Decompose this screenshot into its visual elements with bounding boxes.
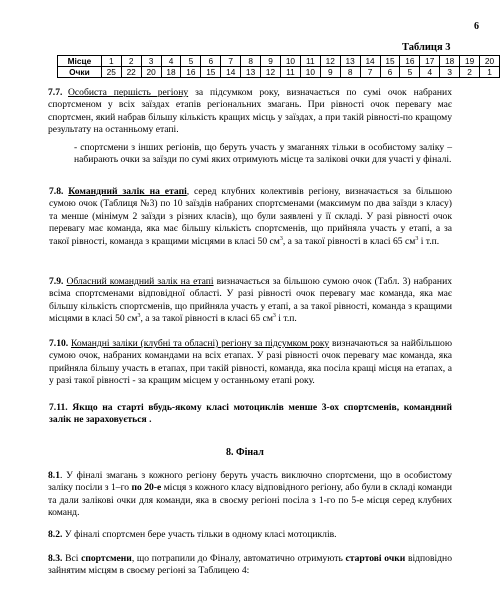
p711-end: . [146,414,152,426]
points-cell: 16 [181,67,201,78]
place-cell: 18 [440,56,460,67]
points-cell: 18 [161,67,181,78]
p83-text: Всі [62,553,82,564]
place-cell: 11 [300,56,320,67]
places-row-header: Місце [58,56,102,67]
paragraph-7-9 [49,276,452,326]
p711-text: Якщо на старті вбудь-якому класі мотоциклів менше 3-ох спортсменів, командний залік не зараховується [49,402,452,426]
points-cell: 7 [360,67,380,78]
points-cell: 15 [201,67,221,78]
page-number: 6 [474,21,479,32]
place-cell: 2 [121,56,141,67]
points-cell: 6 [380,67,400,78]
points-cell: 11 [280,67,300,78]
p710-head: Командні залiки (клубні та обласні) регіону за підсумком року [70,338,330,349]
points-cell: 3 [440,67,460,78]
place-cell: 16 [400,56,420,67]
place-cell: 9 [261,56,281,67]
points-row-header: Очки [58,67,102,78]
p78-tail: , а за такої рівності в класі 65 см [282,235,416,247]
p81-bold: по 20-е [131,482,162,494]
p710-num: 7.10. [49,338,69,349]
place-cell: 4 [161,56,181,67]
points-cell: 10 [300,67,320,78]
place-cell: 7 [221,56,241,67]
place-cell: 20 [480,56,500,67]
place-cell: 10 [280,56,300,67]
p79-num: 7.9. [49,276,64,287]
p77-num: 7.7. [48,87,63,98]
place-cell: 5 [181,56,201,67]
place-cell: 12 [320,56,340,67]
points-cell: 8 [340,67,360,78]
p79-text: визначається за більшою сумою очок (Табл. 3) набраних всіма спортсменами відповідної області. У разі рівності очок перевагу має команда, яка має більшу кількість спортсменів, що прийняла участь у етапі, а за такої рівності, команда з кращими місцями в класі 50 см [49,276,453,325]
place-cell: 13 [340,56,360,67]
p79-head: Обласний командний залік на етапі [66,276,214,287]
points-cell: 14 [221,67,241,78]
points-cell: 20 [141,67,161,78]
paragraph-7-8 [49,186,452,248]
p78-sup2: 3 [415,235,419,242]
p83-bold1: спортсмени [81,553,132,564]
p83-text3: відповідно зайнятим місцям в своєму регіоні за Таблицею 4: [48,553,452,577]
p83-num: 8.3. [48,553,63,564]
points-cell: 9 [320,67,340,78]
place-cell: 6 [201,56,221,67]
points-row [58,67,500,78]
p78-num: 7.8. [49,186,64,197]
place-cell: 8 [241,56,261,67]
places-row [58,56,500,67]
paragraph-8-2 [48,529,452,541]
place-cell: 1 [101,56,121,67]
p79-sup1: 3 [137,313,141,320]
place-cell: 19 [460,56,480,67]
place-cell: 17 [420,56,440,67]
p77-head: Особиста першість регіону [68,87,189,98]
p77-text: за підсумком року, визначається по сумі очок набраних спортсменом у всіх заїздах етапів регіональних змагань. При рівності очок перевагу має спортсмен, який набрав більшу кількість кращих місць у заїздах, а при такій рівності-по кращому результату на останньому етапі. [48,87,452,136]
p82-num: 8.2. [48,529,63,540]
p79-sup2: 3 [272,313,276,320]
section-8-title: 8. Фінал [226,447,264,458]
points-cell: 4 [420,67,440,78]
points-cell: 22 [121,67,141,78]
p79-tail: , а за такої рівності в класі 65 см [140,313,273,325]
p83-bold2: стартові очки [345,553,406,564]
points-cell: 13 [241,67,261,78]
p83-text2: , що потрапили до Фіналу, автоматично отримують [131,553,346,564]
p78-text: , серед клубних колективів регіону, визначається за більшою сумою очок (Таблиця №3) по 10 заїздів набраних спортсменами (максимум по два заїзди з класу) та менше (мінімум 2 заїзди з різних класів), що були заявлені у її складі. У разі рівності очок перевагу має команда, яка має більшу кількість спортсменів, що прийняла участь у етапі, а за такої рівності, команда з кращими місцями в класі 50 см [49,186,452,247]
p78-sup1: 3 [279,235,283,242]
p78-head: Командний залік на етапі [68,186,187,197]
table-title: Таблиця 3 [402,42,451,53]
p81-text: . У фіналі змагань з кожного регіону беруть участь виключно спортсмени, що в особистому заліку посіли з 1–го [48,470,452,494]
points-cell: 25 [101,67,121,78]
p81-num: 8.1 [48,470,60,481]
paragraph-7-7 [48,87,452,137]
place-cell: 15 [380,56,400,67]
p711-num: 7.11. [49,402,68,413]
points-cell: 12 [261,67,281,78]
points-table [57,55,500,78]
paragraph-8-3 [48,553,452,578]
paragraph-7-10 [49,338,452,388]
points-cell: 5 [400,67,420,78]
paragraph-8-1 [48,470,452,520]
p78-tail2: і т.п. [418,235,440,247]
place-cell: 14 [360,56,380,67]
place-cell: 3 [141,56,161,67]
paragraph-7-11 [49,402,452,427]
p82-text: У фіналі спортсмен бере участь тільки в одному класі мотоциклів. [62,529,337,540]
p79-tail2: і т.п. [275,313,297,325]
p710-text: визначаються за найбільшою сумою очок, набраних командами на всіх етапах. У разі рівності очок перевагу має команда, яка прийняла більшу участь в етапах, при такій рівності, команда, яка посіла кращі місця на етапах, а у разі такої рівності - за кращим місцем у останньому етапі року. [49,338,452,387]
points-cell: 1 [480,67,500,78]
p81-text2: місця з кожного класу відповідного регіону, або були в складі команди та дали залікові очки для команди, яка в своєму регіоні посіла з 1-го по 5-е місця серед клубних команд. [48,482,452,519]
paragraph-7-7-bullet: - спортсмени з інших регіонів, що беруть участь у змаганнях тільки в особистому заліку – набирають очки за заїзди по сумі яких отримують місце та залікові очки для участі у фіналі. [74,142,452,166]
points-cell: 2 [460,67,480,78]
